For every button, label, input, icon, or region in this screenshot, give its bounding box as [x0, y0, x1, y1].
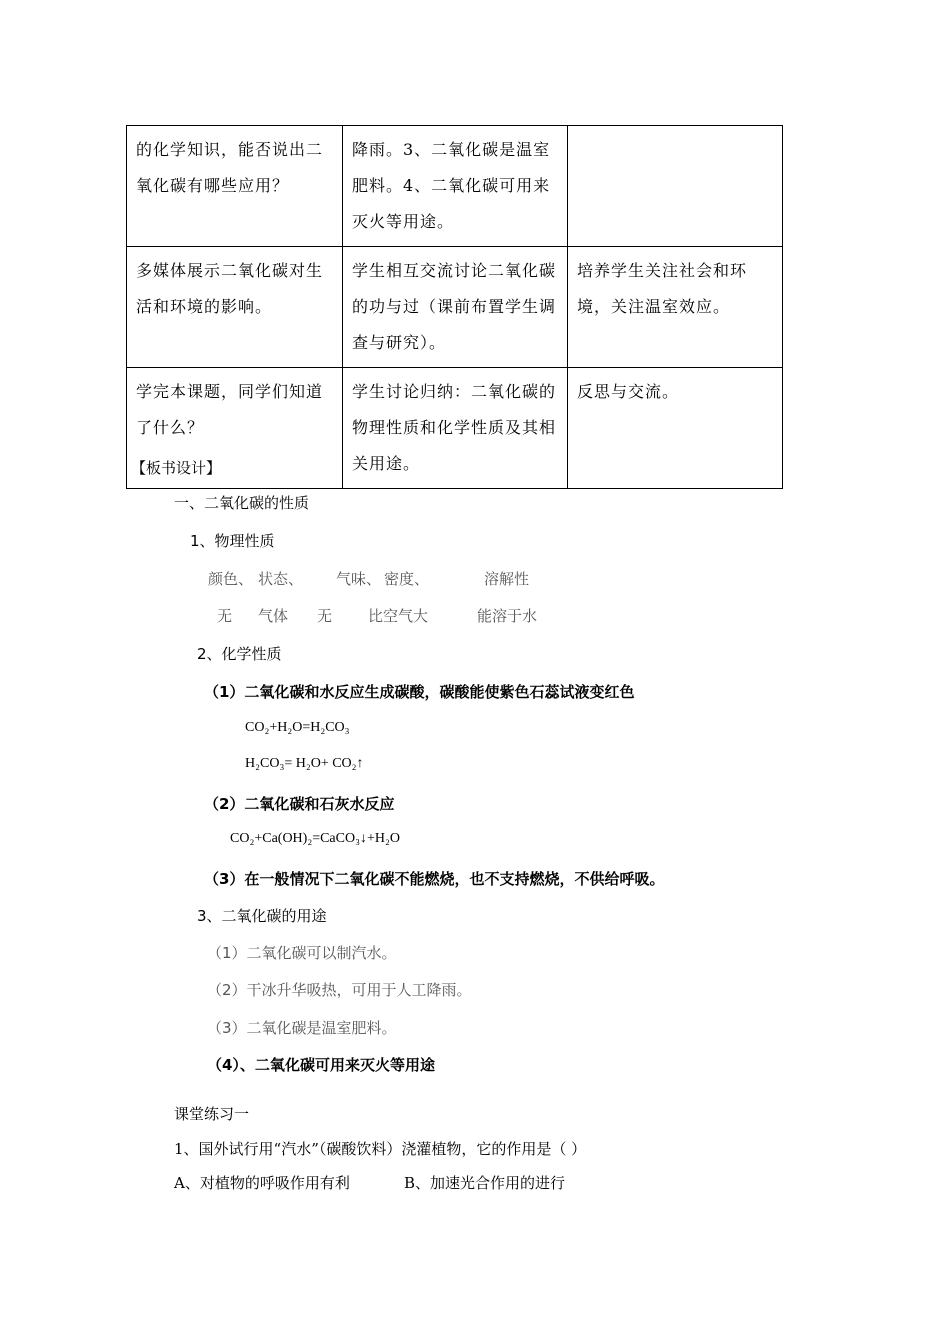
equation-1: CO₂+H₂O=H₂CO₃: [245, 720, 350, 735]
property-name: 颜色、: [208, 570, 254, 588]
use-item-2: （2）干冰升华吸热，可用于人工降雨。: [207, 981, 472, 999]
property-name: 溶解性: [484, 570, 530, 588]
chem-item-3: （3）在一般情况下二氧化碳不能燃烧，也不支持燃烧，不供给呼吸。: [204, 870, 665, 888]
table-cell: 多媒体展示二氧化碳对生活和环境的影响。: [127, 247, 343, 368]
table-cell: 培养学生关注社会和环境，关注温室效应。: [568, 247, 783, 368]
property-value: 气体: [258, 607, 289, 625]
table-row: [127, 368, 783, 489]
table-cell: [568, 126, 783, 247]
table-cell: 的化学知识，能否说出二氧化碳有哪些应用？: [127, 126, 343, 247]
section-title: 一、二氧化碳的性质: [174, 494, 310, 512]
property-value: 无: [217, 607, 233, 625]
property-name: 状态、: [258, 570, 304, 588]
table-cell: 反思与交流。: [568, 368, 783, 489]
equation-3: CO₂+Ca(OH)₂=CaCO₃↓+H₂O: [230, 831, 400, 846]
chem-item-1: （1）二氧化碳和水反应生成碳酸，碳酸能使紫色石蕊试液变红色: [204, 683, 635, 701]
property-name: 气味、: [336, 570, 382, 588]
property-value: 能溶于水: [477, 607, 538, 625]
chem-item-2: （2）二氧化碳和石灰水反应: [204, 795, 395, 813]
table-row: [127, 126, 783, 247]
use-item-4: （4）、二氧化碳可用来灭火等用途: [207, 1056, 435, 1074]
chemical-title: 2、化学性质: [197, 645, 282, 663]
use-item-1: （1）二氧化碳可以制汽水。: [207, 944, 397, 962]
lesson-table: [126, 125, 783, 489]
property-name: 密度、: [384, 570, 430, 588]
property-value: 无: [317, 607, 333, 625]
table-cell: 学生讨论归纳：二氧化碳的物理性质和化学性质及其相关用途。: [343, 368, 568, 489]
table-cell: 学生相互交流讨论二氧化碳的功与过（课前布置学生调查与研究）。: [343, 247, 568, 368]
table-row: [127, 247, 783, 368]
uses-title: 3、二氧化碳的用途: [197, 907, 327, 925]
option-a: A、对植物的呼吸作用有利: [174, 1174, 350, 1192]
use-item-3: （3）二氧化碳是温室肥料。: [207, 1019, 397, 1037]
table-cell: 降雨。3、二氧化碳是温室肥料。4、二氧化碳可用来灭火等用途。: [343, 126, 568, 247]
property-value: 比空气大: [368, 607, 429, 625]
board-heading: 【板书设计】: [131, 459, 222, 477]
equation-2: H₂CO₃= H₂O+ CO₂↑: [245, 756, 364, 771]
question-1: 1、国外试行用“汽水”（碳酸饮料）浇灌植物，它的作用是（ ）: [174, 1140, 587, 1158]
option-b: B、加速光合作用的进行: [404, 1174, 566, 1192]
physical-title: 1、物理性质: [190, 532, 275, 550]
exercise-title: 课堂练习一: [174, 1105, 250, 1123]
table-cell: 学完本课题，同学们知道了什么？: [127, 368, 343, 489]
